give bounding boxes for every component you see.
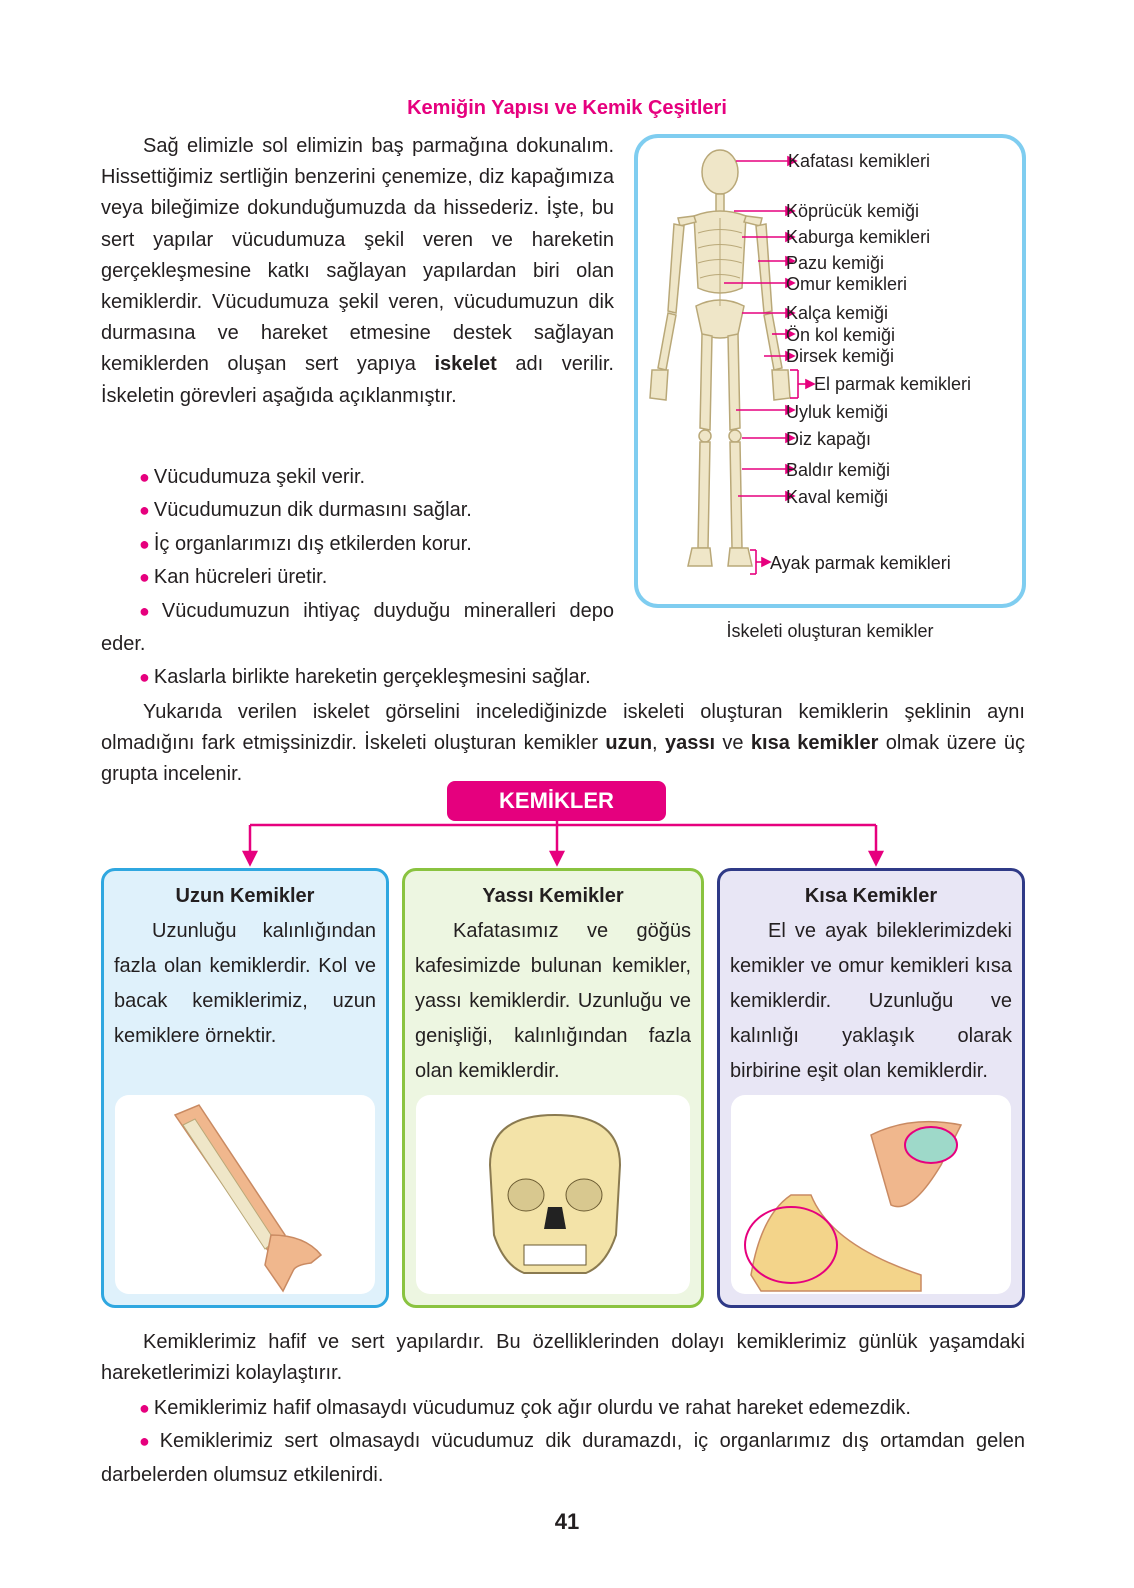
label-ayak-parmak: Ayak parmak kemikleri — [770, 553, 951, 573]
label-diz: Diz kapağı — [786, 429, 872, 449]
list-item: ● İç organlarımızı dış etkilerden korur. — [139, 532, 472, 555]
right-femur-shape — [728, 334, 740, 430]
properties-paragraph: Kemiklerimiz hafif ve sert yapılardır. Bu özelliklerinden dolayı kemiklerimiz günlük yaşamdaki hareketlerimizi kolaylaştırır. — [101, 1331, 1025, 1385]
right-hand-shape — [772, 370, 790, 400]
label-kaval: Kaval kemiği — [786, 487, 889, 507]
label-kaburga: Kaburga kemikleri — [786, 227, 931, 247]
card-title: Yassı Kemikler — [482, 885, 624, 907]
left-femur-shape — [700, 334, 712, 430]
card-uzun-kemikler — [101, 868, 389, 1308]
left-hand-shape — [650, 370, 668, 400]
label-dirsek: Dirsek kemiği — [786, 346, 895, 366]
properties-list — [101, 1392, 1025, 1492]
label-omur: Omur kemikleri — [786, 274, 908, 294]
skeleton-functions-list-cont — [101, 661, 1025, 694]
list-item: ● Vücudumuzun ihtiyaç duyduğu mineralleri depo eder. — [101, 599, 615, 656]
label-uyluk: Uyluk kemiği — [786, 402, 889, 422]
skull-image — [416, 1095, 690, 1294]
label-pazu: Pazu kemiği — [786, 253, 885, 273]
label-kalca: Kalça kemiği — [786, 303, 889, 323]
intro-text: Sağ elimizle sol elimizin baş parmağına dokunalım. Hissettiğimiz sertliğin benzerini çenemize, diz kapağımıza veya bileğimize dokunduğumuzda da hissederiz. İşte, bu sert yapılar vücudumuza şekil veren ve hareketin gerçekleşmesine katkı sağlayan yapılardan biri olan kemiklerdir. Vücudumuza şekil veren, vücudumuzun dik durmasına ve hareket etmesine destek sağlayan kemiklerden oluşan sert yapıya — [101, 135, 614, 376]
card-text: El ve ayak bileklerimizdeki kemikler ve omur kemikleri kısa kemiklerdir. Uzunluğu ve kalınlığı yaklaşık olarak birbirine eşit olan kemiklerdir. — [730, 920, 1012, 1082]
arm-image — [115, 1095, 375, 1294]
intro-paragraph — [101, 131, 614, 412]
list-item: ● Kan hücreleri üretir. — [139, 566, 328, 589]
card-kisa-kemikler — [717, 868, 1025, 1308]
hand-foot-image — [731, 1095, 1011, 1294]
label-el-parmak: El parmak kemikleri — [814, 374, 972, 394]
list-item: ● Vücudumuza şekil verir. — [139, 466, 366, 488]
skeleton-caption: İskeleti oluşturan kemikler — [726, 621, 934, 641]
left-humerus-shape — [668, 224, 684, 313]
card-text: Uzunluğu kalınlığından fazla olan kemiklerdir. Kol ve bacak kemiklerimiz, uzun kemiklere örnektir. — [114, 920, 376, 1047]
skeleton-figure-box — [634, 134, 1026, 608]
card-yassi-kemikler — [402, 868, 704, 1308]
list-item: ● Kemiklerimiz sert olmasaydı vücudumuz dik duramazdı, iç organlarımız dış ortamdan gelen darbelerden olumsuz etkilenirdi. — [101, 1430, 1025, 1486]
label-koprucuk: Köprücük kemiği — [786, 201, 920, 221]
label-baldir: Baldır kemiği — [786, 460, 891, 480]
label-on-kol: Ön kol kemiği — [786, 325, 896, 345]
intro-text-end: adı verilir. İskeletin görevleri aşağıda açıklanmıştır. — [101, 353, 614, 407]
skull-shape — [702, 150, 738, 194]
list-item: ● Kaslarla birlikte hareketin gerçekleşmesini sağlar. — [139, 666, 591, 688]
list-item: ● Vücudumuzun dik durmasını sağlar. — [139, 499, 472, 522]
list-item: ● Kemiklerimiz hafif olmasaydı vücudumuz çok ağır olurdu ve rahat hareket edemezdik. — [139, 1397, 911, 1419]
card-text: Kafatasımız ve göğüs kafesimizde bulunan kemikler, yassı kemiklerdir. Uzunluğu ve genişliği, kalınlığından fazla olan kemiklerdir. — [415, 920, 691, 1082]
kemikler-title: KEMİKLER — [447, 781, 666, 821]
card-title: Kısa Kemikler — [804, 885, 938, 907]
skeleton-functions-list — [101, 461, 614, 661]
bone-types-paragraph: Yukarıda verilen iskelet görselini incelediğinizde iskeleti oluşturan kemiklerin şeklinin aynı olmadığını fark etmişsinizdir. İskeleti oluşturan kemikler uzun, yassı ve kısa kemikler olmak üzere üç grupta incelenir. — [101, 701, 1025, 786]
neck-shape — [716, 194, 724, 212]
label-kafatasi: Kafatası kemikleri — [788, 151, 931, 171]
card-title: Uzun Kemikler — [175, 885, 315, 907]
intro-bold-iskelet: iskelet — [434, 353, 497, 376]
section-heading: Kemiğin Yapısı ve Kemik Çeşitleri — [407, 97, 727, 119]
page-number: 41 — [554, 1509, 580, 1534]
